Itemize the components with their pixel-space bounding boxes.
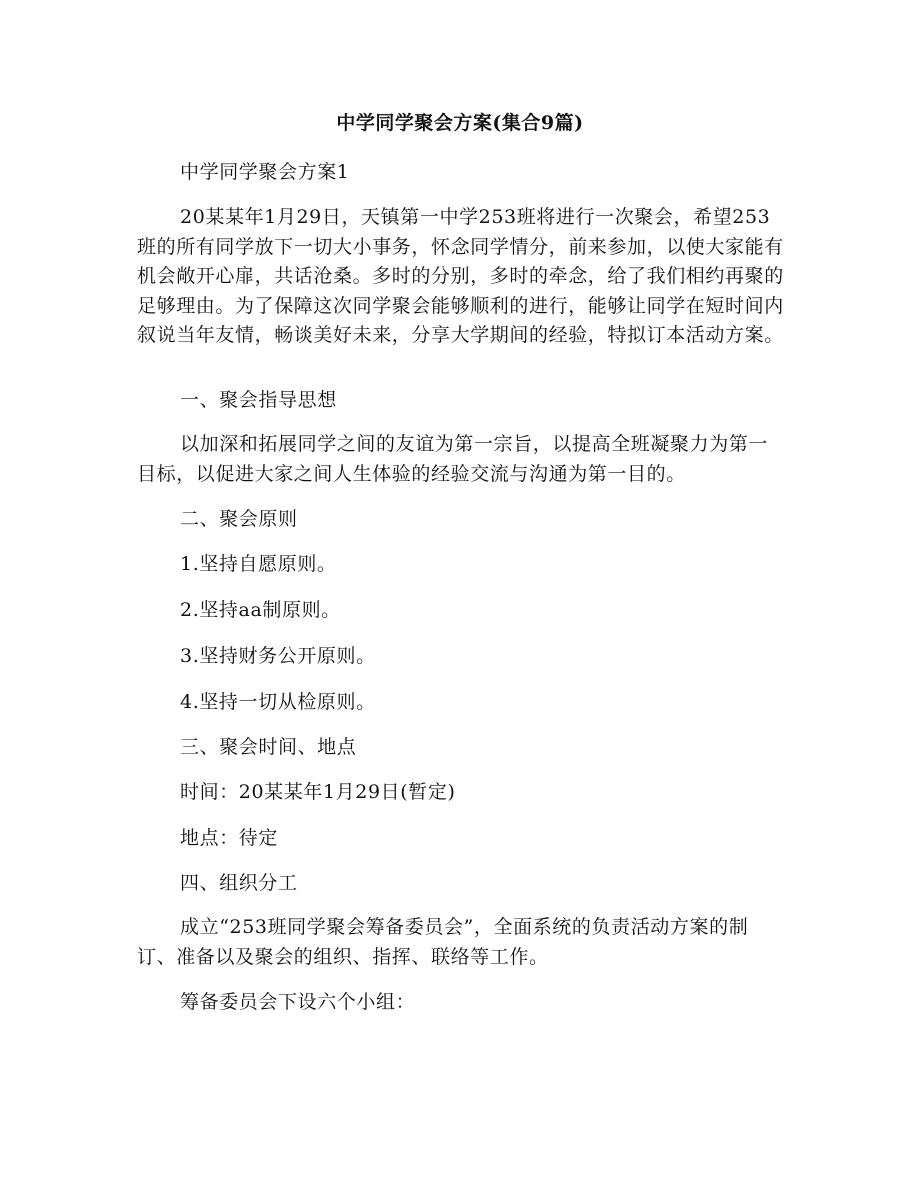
principle-item: 3.坚持财务公开原则。: [180, 645, 376, 667]
principle-item: 2.坚持aa制原则。: [180, 599, 341, 621]
section-heading-organization: 四、组织分工: [180, 872, 298, 894]
organization-paragraph: 成立“253班同学聚会筹备委员会”，全面系统的负责活动方案的制订、准备以及聚会的组织、指挥、联络等工作。: [137, 916, 749, 968]
intro-paragraph: 20某某年1月29日，天镇第一中学253班将进行一次聚会，希望253班的所有同学放下一切大小事务，怀念同学情分，前来参加，以使大家能有机会敞开心扉，共话沧桑。多时的分别，多时的牵念，给了我们相约再聚的足够理由。为了保障这次同学聚会能够顺利的进行，能够让同学在短时间内叙说当年友情，畅谈美好未来，分享大学期间的经验，特拟订本活动方案。: [137, 206, 784, 346]
section-heading-guiding-ideology: 一、聚会指导思想: [180, 389, 337, 411]
section-heading-time-place: 三、聚会时间、地点: [180, 736, 357, 758]
principle-item: 1.坚持自愿原则。: [180, 553, 337, 575]
principle-item: 4.坚持一切从检原则。: [180, 691, 376, 713]
meeting-time: 时间：20某某年1月29日(暂定): [180, 781, 456, 803]
committee-groups-line: 筹备委员会下设六个小组：: [180, 991, 416, 1013]
document-title: 中学同学聚会方案(集合9篇): [336, 112, 584, 134]
section-heading-principles: 二、聚会原则: [180, 508, 298, 530]
plan-subtitle: 中学同学聚会方案1: [180, 161, 350, 183]
guiding-ideology-paragraph: 以加深和拓展同学之间的友谊为第一宗旨，以提高全班凝聚力为第一目标，以促进大家之间人生体验的经验交流与沟通为第一目的。: [137, 433, 769, 485]
meeting-place: 地点：待定: [180, 827, 279, 849]
